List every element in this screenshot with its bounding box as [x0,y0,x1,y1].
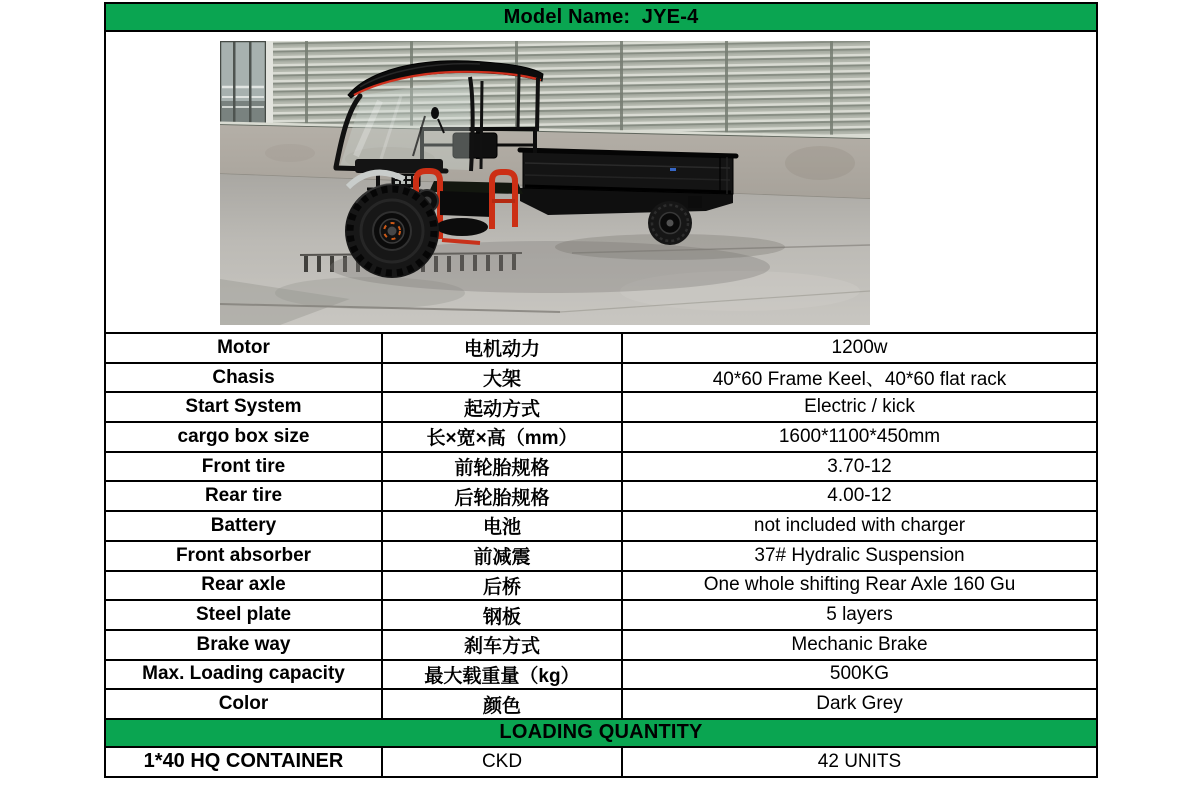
spec-row-cargo-box-size [105,422,1097,452]
rear-wheel [648,201,692,245]
spec-value: 3.70-12 [622,452,1097,482]
mirror [431,107,439,119]
spec-value: Electric / kick [622,392,1097,422]
spec-cn: 最大载重量（kg） [382,660,622,690]
tricycle-photo-illustration [220,41,870,325]
spec-en: Brake way [105,630,382,660]
model-name-band [105,3,1097,31]
spec-cn: 后轮胎规格 [382,481,622,511]
spec-row-start-system [105,392,1097,422]
spec-en: Rear tire [105,481,382,511]
spec-value: 40*60 Frame Keel、40*60 flat rack [622,363,1097,393]
spec-row-front-tire [105,452,1097,482]
spec-cn: 刹车方式 [382,630,622,660]
container-label: 1*40 HQ CONTAINER [105,747,382,777]
spec-value: 500KG [622,660,1097,690]
photo-cell [105,31,1097,333]
front-wheel [345,184,439,278]
spec-en: Steel plate [105,600,382,630]
spec-value: 1600*1100*450mm [622,422,1097,452]
spec-value: Mechanic Brake [622,630,1097,660]
spec-cn: 起动方式 [382,392,622,422]
loading-quantity-title: LOADING QUANTITY [105,719,1097,747]
spec-row-rear-axle [105,571,1097,601]
spec-cn: 长×宽×高（mm） [382,422,622,452]
spec-table [104,2,1098,778]
spec-en: cargo box size [105,422,382,452]
box-logo-mark [670,168,676,171]
spec-cn: 电池 [382,511,622,541]
ckd-label: CKD [382,747,622,777]
spec-en: Motor [105,333,382,363]
spec-cn: 钢板 [382,600,622,630]
spec-en: Color [105,689,382,719]
spec-cn: 电机动力 [382,333,622,363]
spec-en: Rear axle [105,571,382,601]
spec-cn: 后桥 [382,571,622,601]
spec-value: 4.00-12 [622,481,1097,511]
spec-cn: 颜色 [382,689,622,719]
spec-row-battery [105,511,1097,541]
spec-en: Max. Loading capacity [105,660,382,690]
spec-cn: 前减震 [382,541,622,571]
spec-en: Front tire [105,452,382,482]
spec-en: Chasis [105,363,382,393]
spec-cn: 前轮胎规格 [382,452,622,482]
spec-row-brake-way [105,630,1097,660]
spec-en: Battery [105,511,382,541]
spec-sheet [104,2,1096,778]
spec-value: Dark Grey [622,689,1097,719]
loading-quantity-band [105,719,1097,747]
spec-row-steel-plate [105,600,1097,630]
loading-row [105,747,1097,777]
spec-en: Front absorber [105,541,382,571]
spec-value: One whole shifting Rear Axle 160 Gu [622,571,1097,601]
model-name-title: Model Name: JYE-4 [105,3,1097,31]
spec-en: Start System [105,392,382,422]
spec-row-color [105,689,1097,719]
spec-row-rear-tire [105,481,1097,511]
product-photo [220,41,870,325]
spec-value: 5 layers [622,600,1097,630]
photo-row [105,31,1097,333]
spec-row-front-absorber [105,541,1097,571]
units-value: 42 UNITS [622,747,1097,777]
spec-row-chasis [105,363,1097,393]
spec-row-motor [105,333,1097,363]
spec-cn: 大架 [382,363,622,393]
spec-value: 1200w [622,333,1097,363]
spec-row-max-loading [105,660,1097,690]
spec-value: 37# Hydralic Suspension [622,541,1097,571]
spec-value: not included with charger [622,511,1097,541]
